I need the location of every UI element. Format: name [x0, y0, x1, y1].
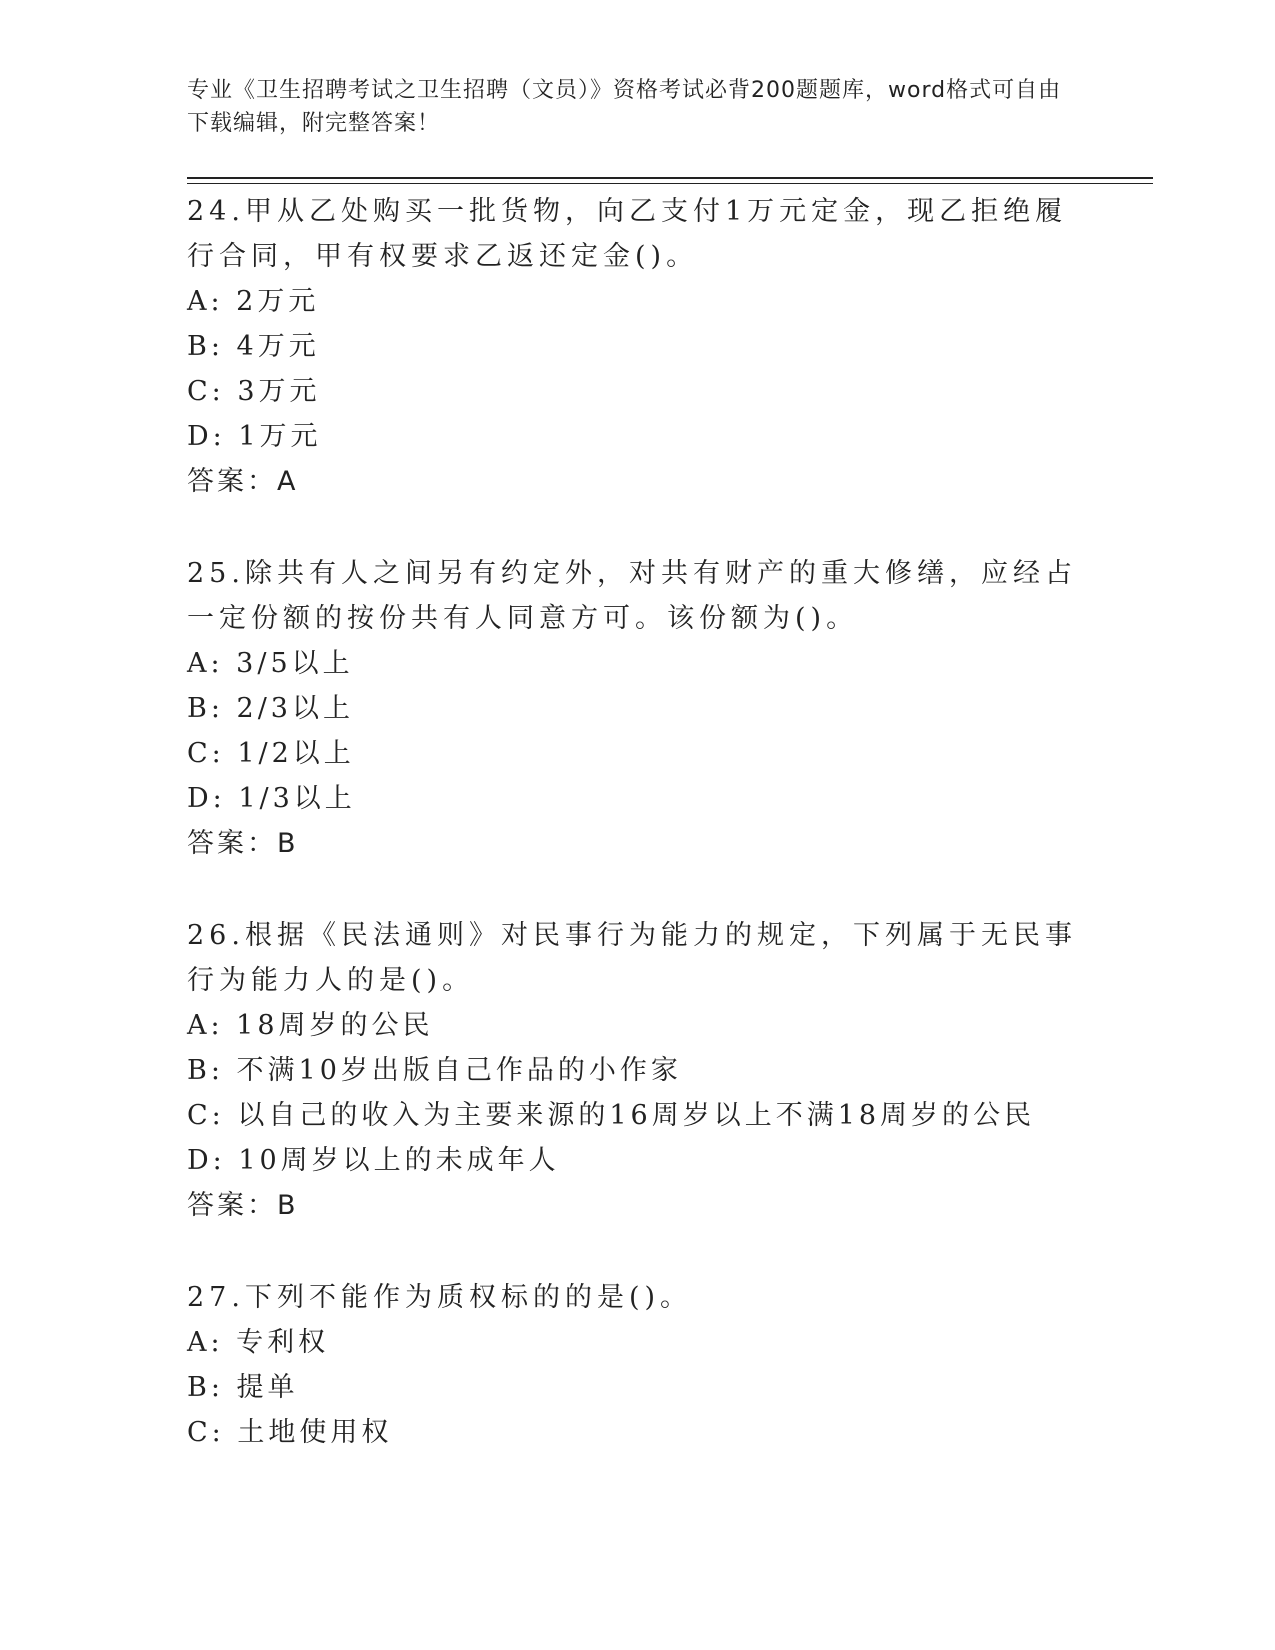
option-d: D: 1万元 [187, 421, 322, 452]
spacer [187, 1228, 1087, 1275]
question-text: 24.甲从乙处购买一批货物，向乙支付1万元定金，现乙拒绝履行合同，甲有权要求乙返还定金()。 [187, 196, 1068, 272]
option-a: A: 18周岁的公民 [187, 1010, 434, 1041]
question-text: 26.根据《民法通则》对民事行为能力的规定，下列属于无民事行为能力人的是()。 [187, 920, 1077, 996]
option-c: C: 3万元 [187, 376, 321, 407]
question-25 [187, 551, 1087, 866]
option-b: B: 4万元 [187, 331, 320, 362]
question-24 [187, 189, 1087, 504]
spacer [187, 504, 1087, 551]
option-b: B: 提单 [187, 1372, 299, 1403]
answer-line: 答案：B [187, 1190, 299, 1221]
question-text: 27.下列不能作为质权标的的是()。 [187, 1282, 693, 1313]
question-26 [187, 913, 1087, 1228]
option-c: C: 以自己的收入为主要来源的16周岁以上不满18周岁的公民 [187, 1100, 1036, 1131]
answer-line: 答案：B [187, 828, 299, 859]
option-c: C: 1/2以上 [187, 738, 355, 769]
option-b: B: 不满10岁出版自己作品的小作家 [187, 1055, 682, 1086]
question-text: 25.除共有人之间另有约定外，对共有财产的重大修缮，应经占一定份额的按份共有人同意方可。该份额为()。 [187, 558, 1077, 634]
option-a: A: 2万元 [187, 286, 320, 317]
option-a: A: 专利权 [187, 1327, 330, 1358]
header-divider-thick [187, 177, 1153, 179]
document-header: 专业《卫生招聘考试之卫生招聘（文员）》资格考试必背200题题库，word格式可自由下载编辑，附完整答案！ [187, 78, 1062, 136]
option-c: C: 土地使用权 [187, 1417, 393, 1448]
question-list [187, 189, 1087, 1455]
option-b: B: 2/3以上 [187, 693, 354, 724]
option-d: D: 10周岁以上的未成年人 [187, 1145, 560, 1176]
option-d: D: 1/3以上 [187, 783, 356, 814]
option-a: A: 3/5以上 [187, 648, 354, 679]
answer-line: 答案：A [187, 466, 299, 497]
spacer [187, 866, 1087, 913]
question-27 [187, 1275, 1087, 1455]
header-divider-thin [187, 183, 1153, 184]
